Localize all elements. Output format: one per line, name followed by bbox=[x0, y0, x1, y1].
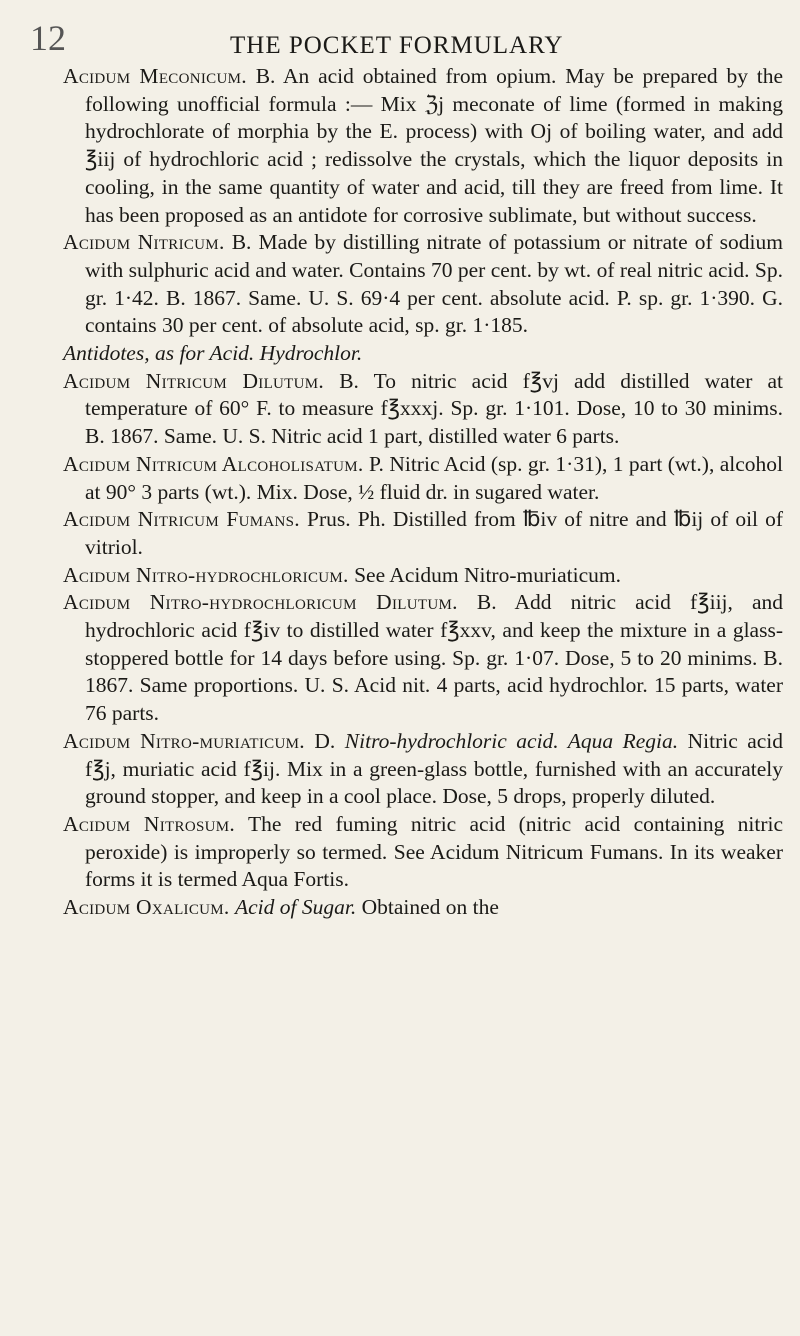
entry-acidum-nitricum-fumans bbox=[63, 506, 783, 561]
running-head: THE POCKET FORMULARY bbox=[230, 32, 564, 59]
entry-text: Prus. Ph. Distilled from ℔iv of nitre and ℔ij of oil of vitriol. bbox=[85, 507, 783, 559]
page-header bbox=[30, 18, 770, 58]
entry-acidum-meconicum bbox=[63, 63, 783, 229]
entry-headword: Acidum Meconicum. bbox=[63, 64, 247, 88]
entry-headword: Acidum Nitro-hydrochloricum Dilutum. bbox=[63, 590, 458, 615]
entry-acidum-nitro-muriaticum bbox=[63, 728, 783, 811]
entry-headword: Acidum Nitricum. bbox=[63, 230, 225, 255]
entry-text: See Acidum Nitro-muriaticum. bbox=[354, 562, 621, 587]
entry-antidotes-note bbox=[63, 340, 783, 368]
entry-headword: Acidum Nitricum Dilutum. bbox=[63, 368, 325, 393]
entry-text: P. Nitric Acid (sp. gr. 1·31), 1 part (wt.), alcohol at 90° 3 parts (wt.). Mix. Dose, ½ fluid dr. in sugared water. bbox=[85, 451, 783, 504]
entry-text: Obtained on the bbox=[361, 895, 499, 920]
entry-text: B. An acid obtained from opium. May be prepared by the following unofficial formula :— Mix ℨj meconate of lime (formed in making hydrochlorate of morphia by the E. process) with Oj of boiling water, and add ℥iij of hydrochloric acid ; redissolve the crystals, which the liquor deposits in cooling, in the same quantity of water and acid, till they are freed from lime. It has been proposed as an antidote for corrosive sublimate, but without success. bbox=[85, 64, 784, 227]
entry-text: The red fuming nitric acid (nitric acid containing nitric peroxide) is improperly so termed. See Acidum Nitricum Fumans. In its weaker forms it is termed Aqua Fortis. bbox=[85, 811, 783, 892]
entry-acidum-nitricum-dilutum bbox=[63, 368, 783, 451]
entry-text: Nitric acid f℥j, muriatic acid f℥ij. Mix in a green-glass bottle, furnished with an accurately ground stopper, and keep in a cool place. Dose, 5 drops, properly diluted. bbox=[85, 728, 784, 809]
entry-acidum-nitricum bbox=[63, 229, 783, 340]
entry-italic-text: Nitro-hydrochloric acid. Aqua Regia. bbox=[344, 728, 679, 753]
entry-headword: Acidum Nitricum Alcoholisatum. bbox=[63, 451, 364, 476]
entry-text: B. Made by distilling nitrate of potassium or nitrate of sodium with sulphuric acid and water. Contains 70 per cent. by wt. of real nitric acid. Sp. gr. 1·42. B. 1867. Same. U. S. 69·4 per cent. absolute acid. P. sp. gr. 1·390. G. contains 30 per cent. of absolute acid, sp. gr. 1·185. bbox=[85, 230, 783, 338]
entry-headword: Acidum Nitricum Fumans. bbox=[63, 507, 300, 532]
entry-acidum-nitrosum bbox=[63, 811, 783, 894]
entry-headword: Acidum Nitro-muriaticum. bbox=[63, 728, 305, 753]
entry-acidum-nitro-hydrochloricum bbox=[63, 562, 783, 590]
entry-headword: Acidum Nitrosum. bbox=[63, 811, 236, 836]
entry-italic-text: Antidotes, as for Acid. Hydrochlor. bbox=[63, 341, 363, 366]
entry-acidum-nitricum-alcoholisatum bbox=[63, 451, 783, 506]
entry-acidum-oxalicum bbox=[63, 894, 783, 922]
entry-text: B. Add nitric acid f℥iij, and hydrochloric acid f℥iv to distilled water f℥xxv, and keep the mixture in a glass-stoppered bottle for 14 days before using. Sp. gr. 1·07. Dose, 5 to 20 minims. B. 1867. Same proportions. U. S. Acid nit. 4 parts, acid hydrochlor. 15 parts, water 76 parts. bbox=[85, 590, 784, 726]
entry-text: B. To nitric acid f℥vj add distilled water at temperature of 60° F. to measure f℥xxxj. Sp. gr. 1·101. Dose, 10 to 30 minims. B. 1867. Same. U. S. Nitric acid 1 part, distilled water 6 parts. bbox=[85, 368, 784, 449]
entry-headword: Acidum Oxalicum. bbox=[63, 895, 230, 920]
entry-acidum-nitro-hydrochloricum-dilutum bbox=[63, 589, 783, 728]
entry-headword: Acidum Nitro-hydrochloricum. bbox=[63, 562, 349, 587]
entry-text-before-italic: D. bbox=[314, 728, 336, 753]
formulary-entries bbox=[63, 63, 783, 922]
page-number: 12 bbox=[30, 18, 66, 58]
entry-italic-text: Acid of Sugar. bbox=[234, 895, 357, 920]
